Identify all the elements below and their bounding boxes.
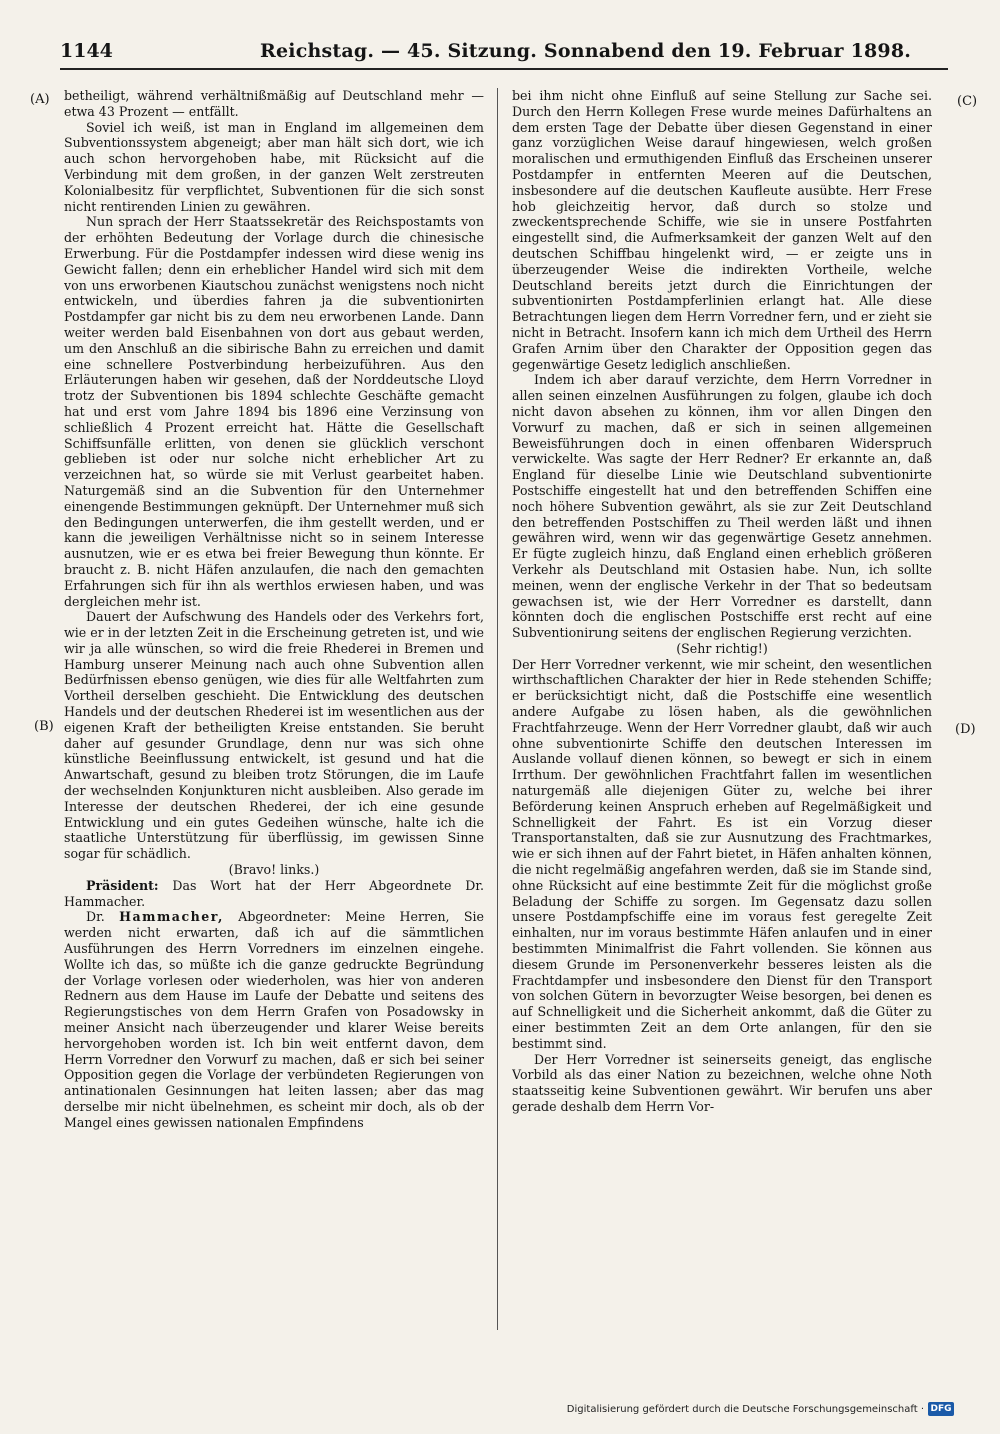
paragraph: Der Herr Vorredner ist seinerseits geneigt, das englische Vorbild als das einer Nation zu bezeichnen, welche ohne Noth staatsseitig keine Subventionen gewährt. Wir berufen uns aber gerade deshalb dem Herrn Vor-: [512, 1051, 932, 1114]
speech-paragraph: [64, 909, 484, 1130]
left-column: [64, 88, 484, 1330]
president-statement: [64, 878, 484, 910]
dfg-logo-icon: DFG: [928, 1402, 954, 1416]
paragraph: Dauert der Aufschwung des Handels oder des Verkehrs fort, wie er in der letzten Zeit in die Erscheinung getreten ist, und wie wir ja alle wünschen, so wird die freie Rhederei in Bremen und Hamburg unserer Meinung nach auch ohne Subvention allen Bedürfnissen ebenso genügen, wie dies für alle Weltfahrten zum Vortheil derselben geschieht. Die Entwicklung des deutschen Handels und der deutschen Rhederei ist im wesentlichen aus der eigenen Kraft der betheiligten Kreise entstanden. Sie beruht daher auf gesunder Grundlage, denn nur was sich ohne künstliche Beeinflussung entwickelt, ist gesund und hat die Anwartschaft, gesund zu bleiben trotz Störungen, die im Laufe der wechselnden Konjunkturen nicht ausbleiben. Also gerade im Interesse der deutschen Rhederei, der ich eine gesunde Entwicklung und ein gutes Gedeihen wünsche, halte ich die staatliche Unterstützung für überflüssig, im gewissen Sinne sogar für schädlich.: [64, 609, 484, 862]
credit-text: Digitalisierung gefördert durch die Deutsche Forschungsgemeinschaft ·: [566, 1403, 924, 1415]
interjection: (Sehr richtig!): [676, 640, 768, 656]
statement-text: Das Wort hat der Herr Abgeordnete Dr. Hammacher.: [64, 877, 484, 909]
speaker-title: Dr.: [86, 909, 120, 925]
speech-text: Abgeordneter: Meine Herren, Sie werden nicht erwarten, daß ich auf die sämmtlichen Ausführungen des Herrn Vorredners im einzelnen eingehe. Wollte ich das, so müßte ich die ganze gedruckte Begründung der Vorlage vorlesen oder wiederholen, was hier von anderen Rednern aus dem Hause im Laufe der Debatte und seitens des Regierungstisches von dem Herrn Grafen von Posadowsky in meiner Ansicht nach überzeugender und klarer Weise bereits hervorgehoben worden ist. Ich bin weit entfernt davon, dem Herrn Vorredner den Vorwurf zu machen, daß er sich bei seiner Opposition gegen die Vorlage der verbündeten Regierungen von antinationalen Gesinnungen hat leiten lassen; aber das mag derselbe mir nicht übelnehmen, es scheint mir doch, als ob der Mangel eines gewissen nationalen Empfindens: [64, 909, 484, 1130]
interjection: (Bravo! links.): [228, 862, 320, 878]
speaker-name: Hammacher,: [119, 909, 224, 925]
paragraph: Indem ich aber darauf verzichte, dem Herrn Vorredner in allen seinen einzelnen Ausführungen zu folgen, glaube ich doch nicht davon absehen zu können, ihm vor allen Dingen den Vorwurf zu machen, daß er sich in seinen allgemeinen Beweisführungen doch in einen offenbaren Widerspruch verwickelte. Was sagte der Herr Redner? Er erkannte an, daß England für dieselbe Linie wie Deutschland subventionirte Postschiffe eingestellt hat und den betreffenden Schiffen eine noch höhere Subvention gewährt, als sie zur Zeit Deutschland den betreffenden Postschiffen zu Theil werden läßt und ihnen gewähren wird, wenn wir das gegenwärtige Gesetz annehmen. Er fügte zugleich hinzu, daß England einen erheblich größeren Verkehr als Deutschland mit Ostasien habe. Nun, ich sollte meinen, wenn der englische Verkehr in der That so bedeutsam gewachsen ist, wie der Herr Vorredner es darstellt, dann könnten doch die englischen Postschiffe erst recht auf eine Subventionirung seitens der englischen Regierung verzichten.: [512, 372, 932, 641]
column-divider: [497, 88, 498, 1330]
digitization-credit: [567, 1402, 954, 1416]
paragraph: Der Herr Vorredner verkennt, wie mir scheint, den wesentlichen wirthschaftlichen Charakter der hier in Rede stehenden Schiffe; er berücksichtigt nicht, daß die Postschiffe eine wesentlich andere Aufgabe zu lösen haben, als die gewöhnlichen Frachtfahrzeuge. Wenn der Herr Vorredner glaubt, daß wir auch ohne subventionirte Schiffe den deutschen Interessen im Auslande vollauf dienen können, so bewegt er sich in einem Irrthum. Der gewöhnlichen Frachtfahrt fallen im wesentlichen naturgemäß alle diejenigen Güter zu, welche bei ihrer Beförderung keinen Anspruch erheben auf Regelmäßigkeit und Schnelligkeit der Fahrt. Es ist ein Vorzug dieser Transportanstalten, daß sie zur Ausnutzung des Frachtmarkes, wie er sich ihnen auf der Fahrt bietet, in Häfen anhalten können, die nicht regelmäßig angefahren werden, daß sie im Stande sind, ohne Rücksicht auf eine bestimmte Zeit für die möglichst große Beladung der Schiffe zu sorgen. Im Gegensatz dazu sollen unsere Postdampfschiffe eine im voraus fest geregelte Zeit einhalten, nur im voraus bestimmte Häfen anlaufen und in einer bestimmten Minimalfrist die Fahrt vollenden. Sie können aus diesem Grunde im Personenverkehr besseres leisten als die Frachtdampfer und insbesondere den Dienst für den Transport von solchen Gütern in bevorzugter Weise besorgen, bei denen es auf Schnelligkeit und die Sicherheit ankommt, daß die Güter zu einer bestimmten Zeit an dem Orte anlangen, für den sie bestimmt sind.: [512, 656, 932, 1051]
right-column: [512, 88, 932, 1330]
margin-mark-b: (B): [34, 719, 54, 734]
margin-mark-c: (C): [957, 94, 978, 109]
page-number: 1144: [60, 40, 113, 62]
page-header: [60, 34, 948, 70]
running-title: Reichstag. — 45. Sitzung. Sonnabend den 19. Februar 1898.: [260, 40, 912, 62]
paragraph: bei ihm nicht ohne Einfluß auf seine Stellung zur Sache sei. Durch den Herrn Kollegen Frese wurde meines Dafürhaltens an dem ersten Tage der Debatte über diesen Gegenstand in einer ganz vorzüglichen Weise darauf hingewiesen, welch großen moralischen und ermuthigenden Einfluß das Erscheinen unserer Postdampfer in entfernten Meeren auf die Deutschen, insbesondere auf die deutschen Kaufleute ausübte. Herr Frese hob gleichzeitig hervor, daß durch so stolze und zweckentsprechende Schiffe, wie sie in unsere Postfahrten eingestellt sind, die Aufmerksamkeit der ganzen Welt auf den deutschen Schiffbau hingelenkt wird, — er zeigte uns in überzeugender Weise die indirekten Vortheile, welche Deutschland bereits jetzt durch die Einrichtungen der subventionirten Postdampferlinien erlangt hat. Alle diese Betrachtungen liegen dem Herrn Vorredner fern, und er zieht sie nicht in Betracht. Insofern kann ich mich dem Urtheil des Herrn Grafen Arnim über den Charakter der Opposition gegen das gegenwärtige Gesetz lediglich anschließen.: [512, 88, 932, 372]
paragraph: Soviel ich weiß, ist man in England im allgemeinen dem Subventionssystem abgeneigt; aber man hält sich dort, wie ich auch schon hervorgehoben habe, mit Rücksicht auf die Verbindung mit dem großen, in der ganzen Welt zerstreuten Kolonialbesitz für verpflichtet, Subventionen für die sich sonst nicht rentirenden Linien zu gewähren.: [64, 119, 484, 214]
paragraph: betheiligt, während verhältnißmäßig auf Deutschland mehr — etwa 43 Prozent — entfällt.: [64, 88, 484, 119]
margin-mark-a: (A): [30, 92, 50, 107]
margin-mark-d: (D): [955, 722, 976, 737]
paragraph: Nun sprach der Herr Staatssekretär des Reichspostamts von der erhöhten Bedeutung der Vorlage durch die chinesische Erwerbung. Für die Postdampfer indessen wird diese wenig ins Gewicht fallen; denn ein erheblicher Handel wird sich mit dem von uns erworbenen Kiautschou zunächst wenigstens noch nicht entwickeln, und überdies fahren ja die subventionirten Postdampfer gar nicht bis zu dem neu erworbenen Lande. Dann weiter werden bald Eisenbahnen von dort aus gebaut werden, um den Anschluß an die sibirische Bahn zu erreichen und damit eine schnellere Postverbindung herbeizuführen. Aus den Erläuterungen haben wir gesehen, daß der Norddeutsche Lloyd trotz der Subventionen bis 1894 schlechte Geschäfte gemacht hat und erst vom Jahre 1894 bis 1896 eine Verzinsung von schließlich 4 Prozent erreicht hat. Hätte die Gesellschaft Schiffsunfälle erlitten, von denen sie glücklich verschont geblieben ist oder nur solche nicht erheblicher Art zu verzeichnen hat, so würde sie mit Verlust gearbeitet haben. Naturgemäß sind an die Subvention für den Unternehmer einengende Bestimmungen geknüpft. Der Unternehmer muß sich den Bedingungen unterwerfen, die ihm gestellt werden, und er kann die jeweiligen Verhältnisse nicht so in seinem Interesse ausnutzen, wie er es etwa bei freier Bewegung thun könnte. Er braucht z. B. nicht Häfen anzulaufen, die nach den gemachten Erfahrungen sich für ihn als werthlos erwiesen haben, und was dergleichen mehr ist.: [64, 214, 484, 609]
speaker-label: Präsident:: [86, 877, 159, 893]
